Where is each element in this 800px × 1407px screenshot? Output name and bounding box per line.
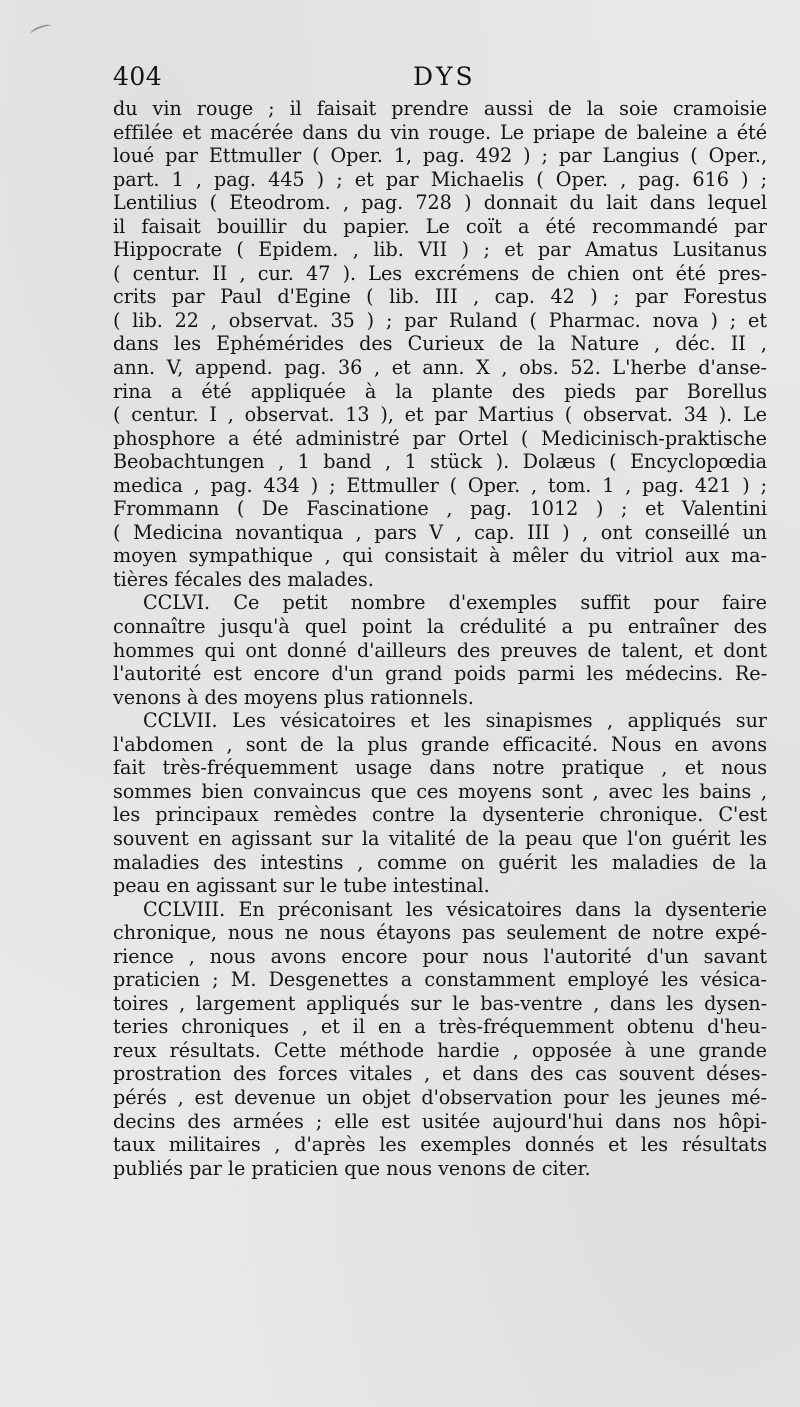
body-text	[113, 97, 767, 1180]
text-line: maladies des intestins , comme on guérit les maladies de la	[113, 850, 767, 874]
paragraph-start-cclvi: CCLVI. Ce petit nombre d'exemples suffit pour faire	[143, 591, 767, 615]
text-line: part. 1 , pag. 445 ) ; et par Michaelis ( Oper. , pag. 616 ) ;	[113, 167, 767, 191]
text-line: dans les Ephémérides des Curieux de la Nature , déc. II ,	[113, 332, 767, 356]
text-line: venons à des moyens plus rationnels.	[113, 685, 474, 709]
text-line: fait très-fréquemment usage dans notre pratique , et nous	[113, 756, 767, 780]
text-line: l'autorité est encore d'un grand poids parmi les médecins. Re-	[113, 662, 767, 686]
text-line: reux résultats. Cette méthode hardie , opposée à une grande	[113, 1038, 767, 1062]
text-line: Hippocrate ( Epidem. , lib. VII ) ; et par Amatus Lusitanus	[113, 238, 767, 262]
text-line: Frommann ( De Fascinatione , pag. 1012 ) ; et Valentini	[113, 497, 767, 521]
text-line: sommes bien convaincus que ces moyens sont , avec les bains ,	[113, 779, 767, 803]
text-line: peau en agissant sur le tube intestinal.	[113, 874, 490, 898]
text-line: ( centur. II , cur. 47 ). Les excrémens de chien ont été pres-	[113, 261, 767, 285]
text-line: connaître jusqu'à quel point la crédulité a pu entraîner des	[113, 615, 767, 639]
text-line: loué par Ettmuller ( Oper. 1, pag. 492 ) ; par Langius ( Oper.,	[113, 144, 767, 168]
text-line: souvent en agissant sur la vitalité de la peau que l'on guérit les	[113, 826, 767, 850]
text-line: ( Medicina novantiqua , pars V , cap. III ) , ont conseillé un	[113, 520, 767, 544]
text-line: du vin rouge ; il faisait prendre aussi de la soie cramoisie	[113, 97, 767, 120]
text-line: ann. V, append. pag. 36 , et ann. X , obs. 52. L'herbe d'anse-	[113, 356, 767, 380]
paragraph-start-cclviii: CCLVIII. En préconisant les vésicatoires dans la dysenterie	[143, 897, 767, 921]
text-line: praticien ; M. Desgenettes a constamment employé les vésica-	[113, 968, 767, 992]
text-line: Beobachtungen , 1 band , 1 stück ). Dolæus ( Encyclopœdia	[113, 450, 767, 474]
text-line: moyen sympathique , qui consistait à mêler du vitriol aux ma-	[113, 544, 767, 568]
ink-smudge-mark	[29, 22, 52, 37]
text-line: il faisait bouillir du papier. Le coït a été recommandé par	[113, 214, 767, 238]
text-line: Lentilius ( Eteodrom. , pag. 728 ) donnait du lait dans lequel	[113, 191, 767, 215]
text-line: l'abdomen , sont de la plus grande efficacité. Nous en avons	[113, 732, 767, 756]
text-line: crits par Paul d'Egine ( lib. III , cap. 42 ) ; par Forestus	[113, 285, 767, 309]
text-line: prostration des forces vitales , et dans des cas souvent déses-	[113, 1062, 767, 1086]
text-line: tières fécales des malades.	[113, 567, 374, 591]
text-line: rina a été appliquée à la plante des pieds par Borellus	[113, 379, 767, 403]
text-line: publiés par le praticien que nous venons de citer.	[113, 1156, 591, 1180]
paragraph-start-cclvii: CCLVII. Les vésicatoires et les sinapismes , appliqués sur	[143, 709, 767, 733]
text-line: ( lib. 22 , observat. 35 ) ; par Ruland ( Pharmac. nova ) ; et	[113, 308, 767, 332]
text-line: decins des armées ; elle est usitée aujourd'hui dans nos hôpi-	[113, 1109, 767, 1133]
text-line: pérés , est devenue un objet d'observation pour les jeunes mé-	[113, 1085, 767, 1109]
text-line: toires , largement appliqués sur le bas-ventre , dans les dysen-	[113, 991, 767, 1015]
running-head: DYS	[413, 62, 476, 91]
text-line: les principaux remèdes contre la dysenterie chronique. C'est	[113, 803, 767, 827]
text-line: rience , nous avons encore pour nous l'autorité d'un savant	[113, 944, 767, 968]
text-line: hommes qui ont donné d'ailleurs des preuves de talent, et dont	[113, 638, 767, 662]
text-line: effilée et macérée dans du vin rouge. Le priape de baleine a été	[113, 120, 767, 144]
text-line: taux militaires , d'après les exemples donnés et les résultats	[113, 1133, 767, 1157]
text-line: ( centur. I , observat. 13 ), et par Martius ( observat. 34 ). Le	[113, 403, 767, 427]
text-line: chronique, nous ne nous étayons pas seulement de notre expé-	[113, 921, 767, 945]
text-line: medica , pag. 434 ) ; Ettmuller ( Oper. , tom. 1 , pag. 421 ) ;	[113, 473, 767, 497]
text-line: phosphore a été administré par Ortel ( Medicinisch-praktische	[113, 426, 767, 450]
page-number: 404	[113, 62, 163, 91]
page-header	[113, 62, 768, 96]
text-line: teries chroniques , et il en a très-fréquemment obtenu d'heu-	[113, 1015, 767, 1039]
